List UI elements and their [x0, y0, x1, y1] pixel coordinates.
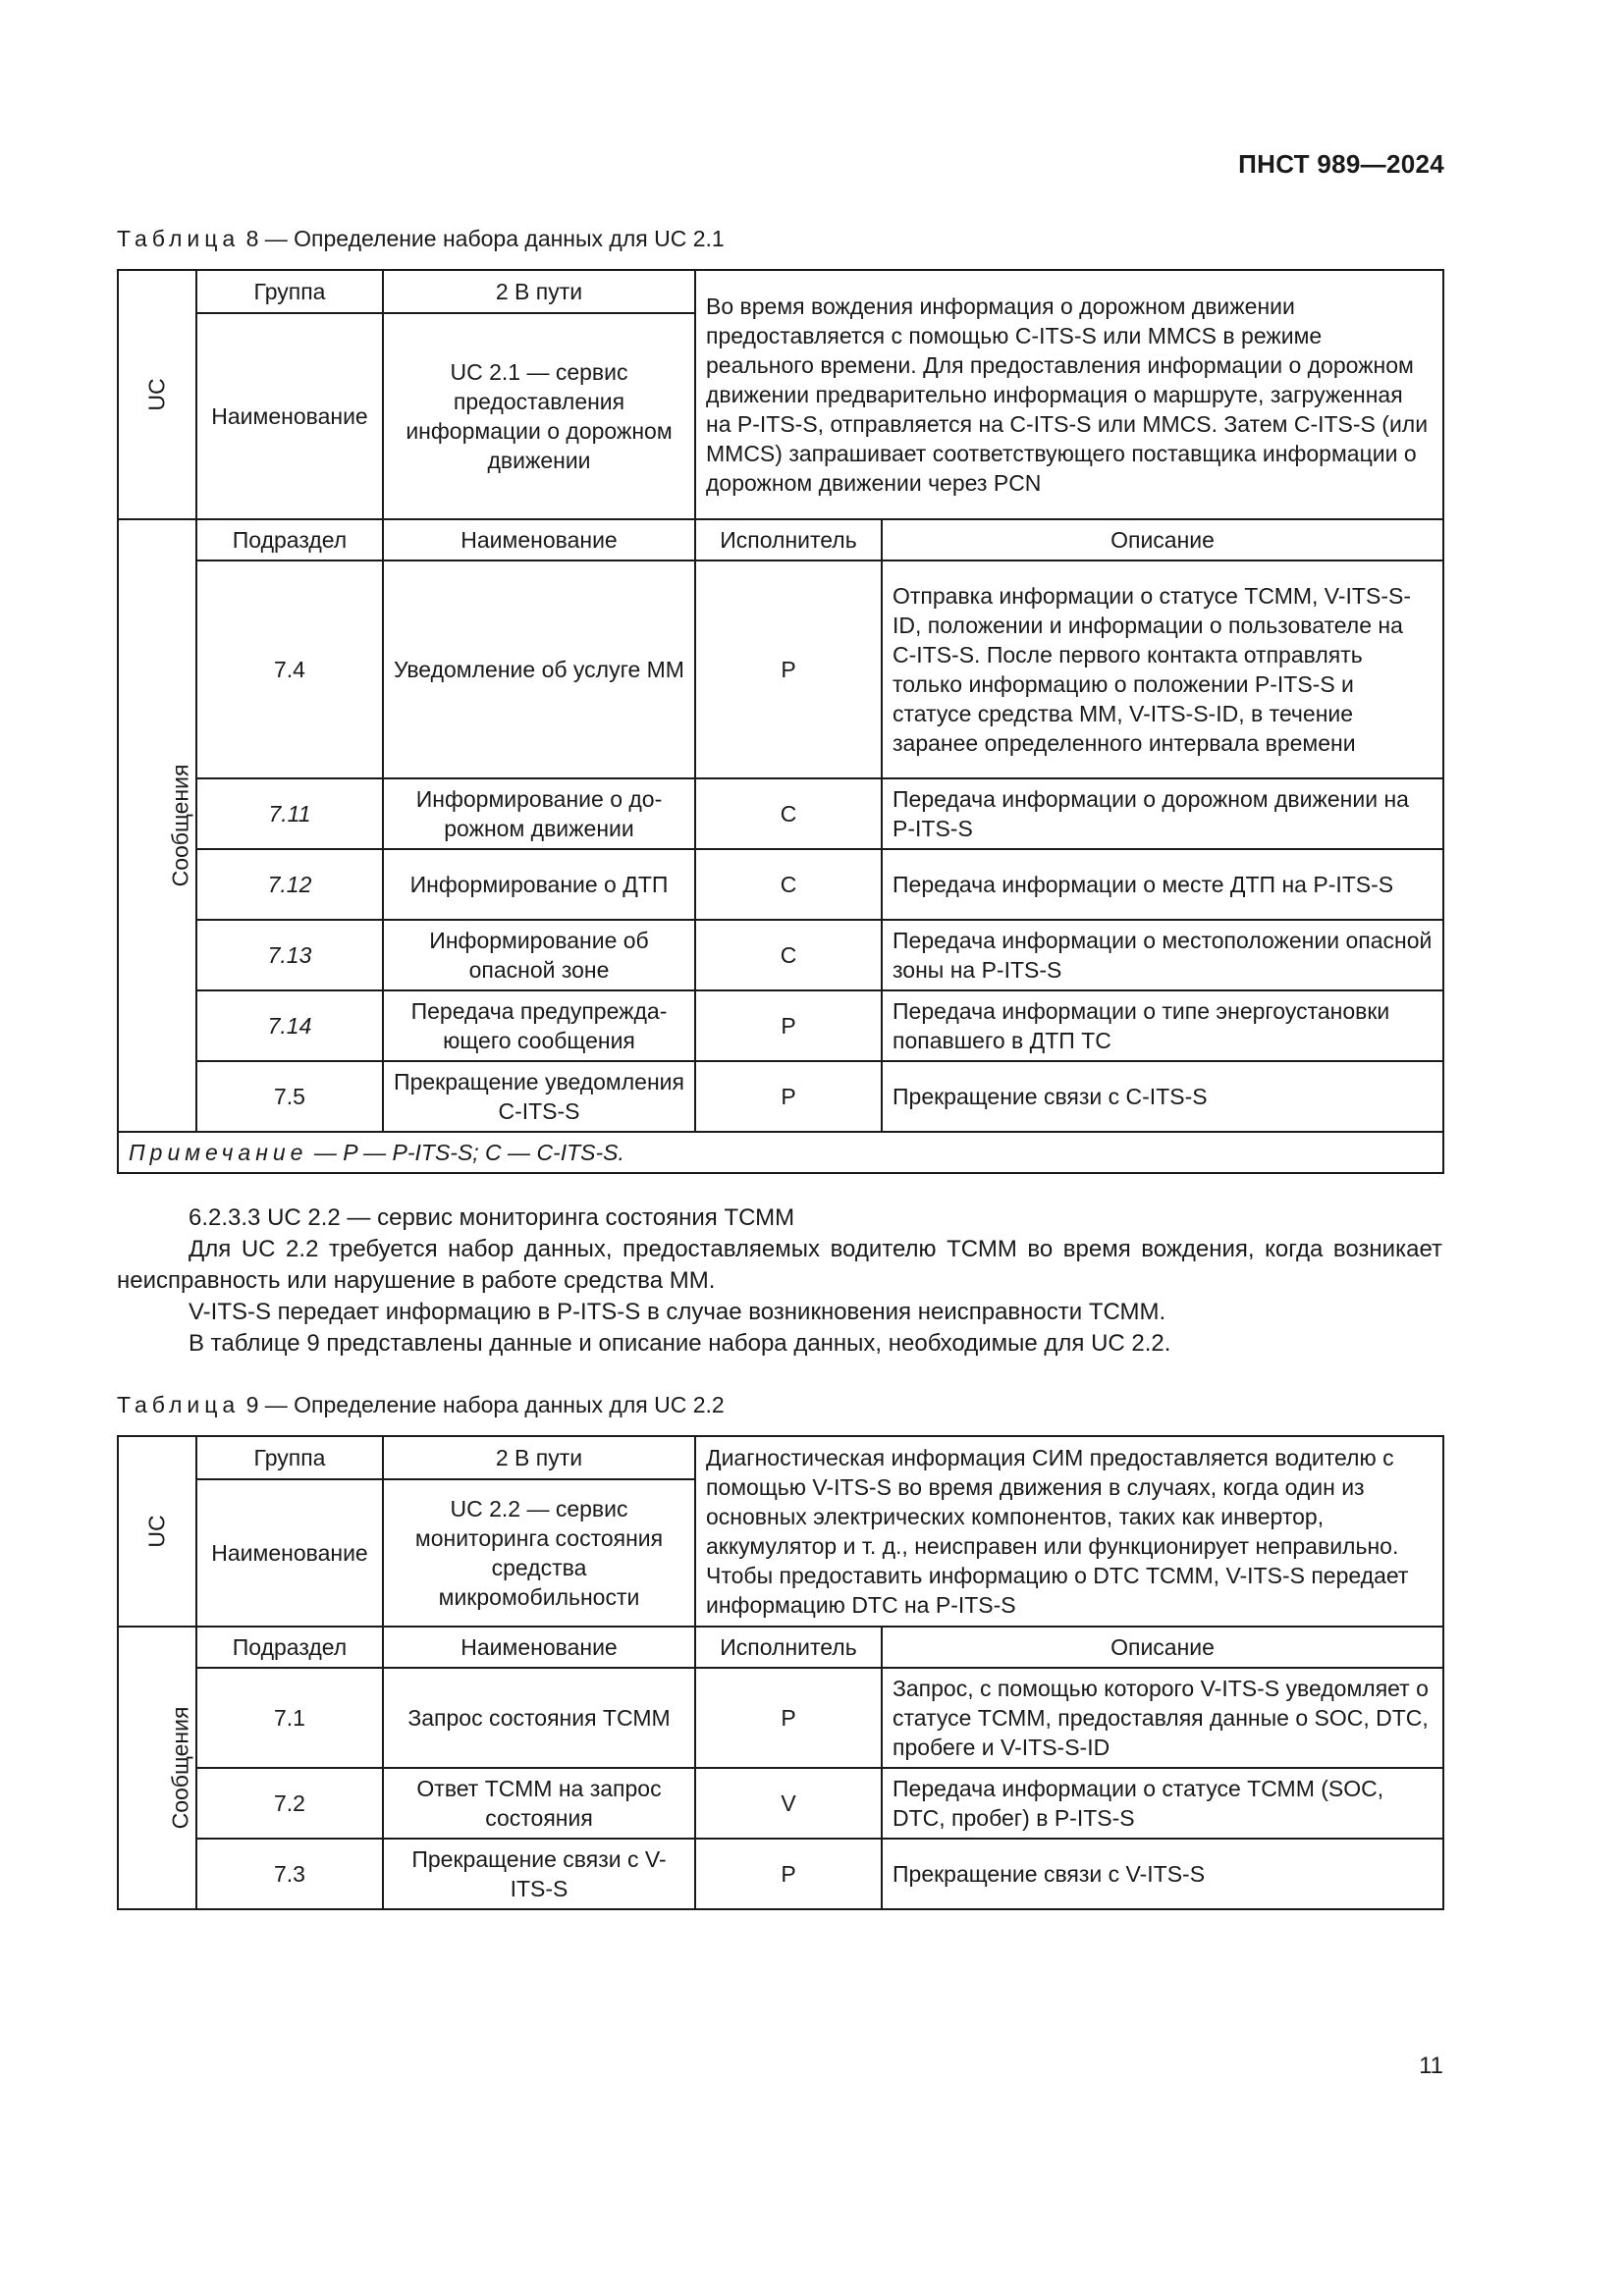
table9 — [117, 1435, 1444, 1910]
table8-caption-text: 8 — Определение набора данных для UC 2.1 — [245, 226, 725, 251]
row-description: Запрос, с помощью которого V-ITS-S уведомляет о статусе ТСММ, предоставляя данные о SOC, DTC, пробеге и V-ITS-S-ID — [882, 1668, 1443, 1768]
row-name: Ответ ТСММ на запрос состояния — [383, 1768, 695, 1839]
row-subsection: 7.1 — [196, 1668, 383, 1768]
row-description: Передача информации о типе энергоустановки попавшего в ДТП ТС — [882, 990, 1443, 1061]
table8-col-header: Исполнитель — [695, 519, 882, 561]
table8-uc-label-cell — [118, 270, 196, 519]
row-actor: P — [695, 990, 882, 1061]
table-row — [118, 849, 1443, 920]
table8-name-label: Наименование — [196, 313, 383, 519]
table9-caption — [117, 1392, 725, 1418]
table8-caption — [117, 226, 725, 252]
section-heading: 6.2.3.3 UC 2.2 — сервис мониторинга состояния ТСММ — [189, 1204, 795, 1231]
row-subsection: 7.11 — [196, 778, 383, 849]
row-description: Прекращение связи с C-ITS-S — [882, 1061, 1443, 1132]
table9-messages-label: Сообщения — [167, 1706, 193, 1830]
row-actor: P — [695, 1668, 882, 1768]
row-name: Информирование о дорожном движении — [383, 778, 695, 849]
row-description: Передача информации о местоположении опасной зоны на P-ITS-S — [882, 920, 1443, 990]
table9-name-label: Наименование — [196, 1479, 383, 1627]
paragraph: Для UC 2.2 требуется набор данных, предоставляемых водителю ТСММ во время вождения, когда возникает неисправность или нарушение в работе средства ММ. — [117, 1236, 1442, 1294]
table8-group-label: Группа — [196, 270, 383, 313]
table9-col-header: Описание — [882, 1627, 1443, 1668]
table9-uc-label-cell — [118, 1436, 196, 1627]
document-id: ПНСТ 989—2024 — [1238, 149, 1444, 179]
table-row — [118, 1768, 1443, 1839]
row-subsection: 7.13 — [196, 920, 383, 990]
table9-col-header: Наименование — [383, 1627, 695, 1668]
table8-name-value: UC 2.1 — сервис предоставления информации о дорожном движении — [383, 313, 695, 519]
table9-messages-label-cell — [118, 1627, 196, 1909]
table8-note-word: Примечание — [129, 1140, 308, 1165]
paragraph: В таблице 9 представлены данные и описание набора данных, необходимые для UC 2.2. — [189, 1330, 1171, 1357]
row-description: Передача информации о месте ДТП на P-ITS-S — [882, 849, 1443, 920]
table-row — [118, 778, 1443, 849]
row-name: Информирование об опасной зоне — [383, 920, 695, 990]
row-subsection: 7.3 — [196, 1839, 383, 1909]
table8-uc-description: Во время вождения информация о дорожном движении предоставляется с помощью C-ITS-S или MMCS в режиме реального времени. Для предоставления информации о дорожном движении предварительно информация о маршруте, загруженная на P-ITS-S, отправляется на C-ITS-S или MMCS. Затем C-ITS-S (или MMCS) запрашивает соответствующего поставщика информации о дорожном движении через PCN — [695, 270, 1443, 519]
row-name: Уведомление об услуге ММ — [383, 561, 695, 778]
table8 — [117, 269, 1444, 1174]
row-name: Передача предупреждающего сообщения — [383, 990, 695, 1061]
row-actor: P — [695, 1061, 882, 1132]
table8-messages-label: Сообщения — [167, 764, 193, 887]
table8-caption-word: Таблица — [117, 226, 241, 251]
row-description: Отправка информации о статусе ТСММ, V-ITS-S-ID, положении и информации о пользователе на C-ITS-S. После первого контакта отправлять только информацию о положении P-ITS-S и статусе средства ММ, V-ITS-S-ID, в течение заранее определенного интервала времени — [882, 561, 1443, 778]
table8-uc-label: UC — [143, 378, 170, 411]
table-row — [118, 561, 1443, 778]
row-subsection: 7.2 — [196, 1768, 383, 1839]
table8-messages-label-cell — [118, 519, 196, 1132]
table9-caption-text: 9 — Определение набора данных для UC 2.2 — [245, 1392, 725, 1417]
row-subsection: 7.4 — [196, 561, 383, 778]
table8-col-header: Наименование — [383, 519, 695, 561]
row-description: Прекращение связи с V-ITS-S — [882, 1839, 1443, 1909]
row-actor: P — [695, 1839, 882, 1909]
table9-group-value: 2 В пути — [383, 1436, 695, 1479]
row-subsection: 7.14 — [196, 990, 383, 1061]
table-row — [118, 1668, 1443, 1768]
table-row — [118, 1839, 1443, 1909]
table8-col-header: Описание — [882, 519, 1443, 561]
table8-note — [118, 1132, 1443, 1173]
row-name: Информирование о ДТП — [383, 849, 695, 920]
table-row — [118, 1061, 1443, 1132]
row-actor: C — [695, 920, 882, 990]
row-name: Прекращение связи с V-ITS-S — [383, 1839, 695, 1909]
row-actor: P — [695, 561, 882, 778]
row-actor: C — [695, 778, 882, 849]
row-subsection: 7.12 — [196, 849, 383, 920]
table9-col-header: Подраздел — [196, 1627, 383, 1668]
table9-caption-word: Таблица — [117, 1392, 241, 1417]
table9-uc-label: UC — [143, 1515, 170, 1548]
page-number: 11 — [1419, 2053, 1443, 2079]
table9-name-value: UC 2.2 — сервис мониторинга состояния средства микромобильности — [383, 1479, 695, 1627]
table8-group-value: 2 В пути — [383, 270, 695, 313]
row-name: Запрос состояния ТСММ — [383, 1668, 695, 1768]
table-row — [118, 920, 1443, 990]
table8-note-text: — P — P-ITS-S; C — C-ITS-S. — [313, 1140, 624, 1165]
row-name: Прекращение уведомления C-ITS-S — [383, 1061, 695, 1132]
table9-col-header: Исполнитель — [695, 1627, 882, 1668]
row-actor: V — [695, 1768, 882, 1839]
table9-group-label: Группа — [196, 1436, 383, 1479]
table9-uc-description: Диагностическая информация СИМ предоставляется водителю с помощью V-ITS-S во время движения в случаях, когда один из основных электрических компонентов, таких как инвертор, аккумулятор и т. д., неисправен или функционирует неправильно. Чтобы предоставить информацию о DTC ТСММ, V-ITS-S передает информацию DTC на P-ITS-S — [695, 1436, 1443, 1627]
table-row — [118, 990, 1443, 1061]
row-actor: C — [695, 849, 882, 920]
section-text — [117, 1202, 1442, 1360]
row-subsection: 7.5 — [196, 1061, 383, 1132]
table8-col-header: Подраздел — [196, 519, 383, 561]
paragraph: V-ITS-S передает информацию в P-ITS-S в случае возникновения неисправности ТСММ. — [189, 1299, 1166, 1325]
row-description: Передача информации о статусе ТСММ (SOC, DTC, пробег) в P-ITS-S — [882, 1768, 1443, 1839]
row-description: Передача информации о дорожном движении на P-ITS-S — [882, 778, 1443, 849]
